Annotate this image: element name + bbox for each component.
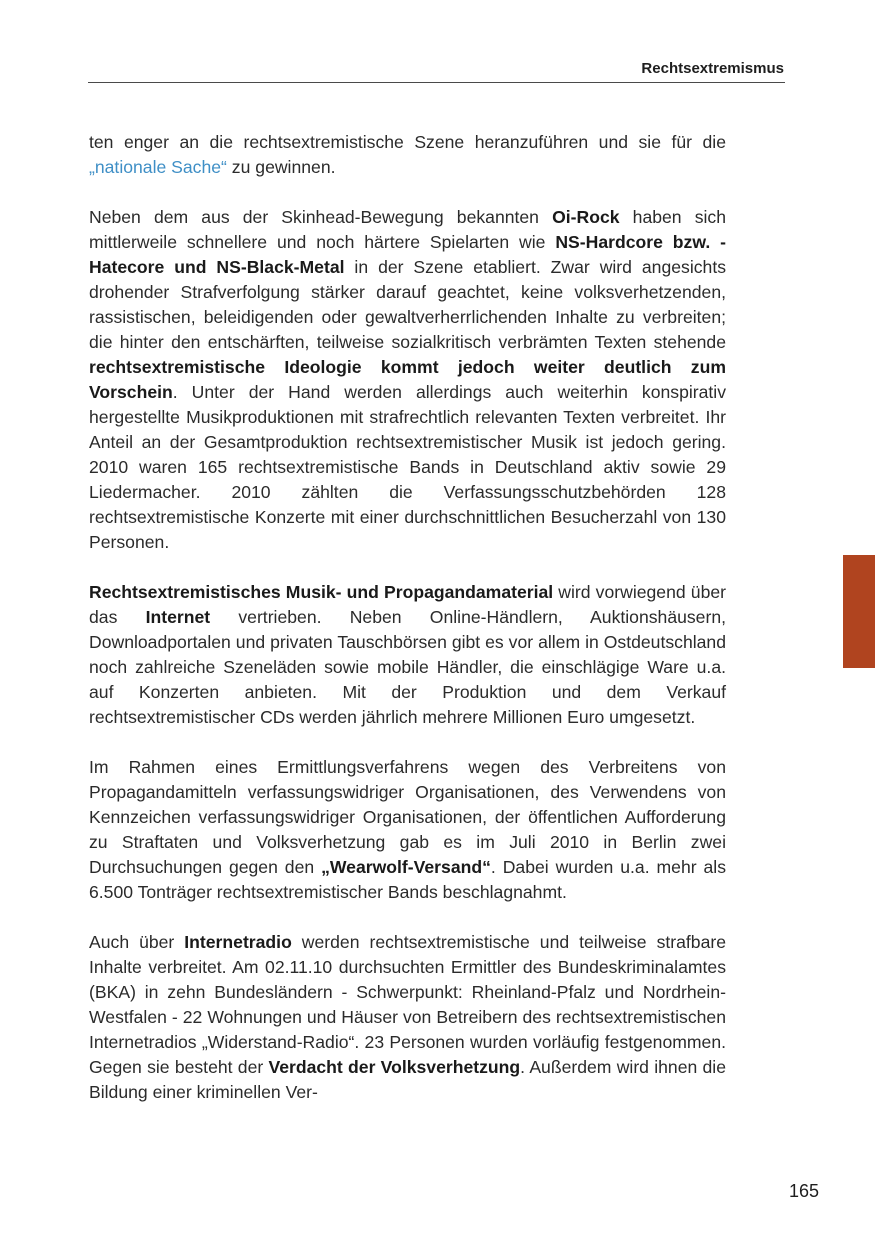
paragraph: [89, 755, 726, 905]
bold-term: Internetradio: [184, 932, 292, 952]
bold-term: Internet: [145, 607, 211, 627]
paragraph: [89, 130, 726, 180]
bold-term: Verdacht der Volksverhetzung: [268, 1057, 521, 1077]
text-run: Im Rahmen eines Ermittlungsverfahrens wegen des Verbreitens von Propagandamitteln verfassungswidriger Organisationen, des Verwendens von Kennzeichen verfassungswidriger Organisationen, der öffentlichen Aufforderung zu Straftaten und Volksverhetzung gab es im Juli 2010 in Berlin zwei Durchsuchungen gegen den: [89, 757, 726, 877]
bold-term: NS-Hardcore bzw. -Hatecore und NS-Black-Metal: [89, 232, 726, 277]
header-divider: [88, 82, 785, 83]
text-run: vertrieben. Neben Online-Händlern, Auktionshäusern, Downloadportalen und privaten Tauschbörsen gibt es vor allem in Ostdeutschland noch zahlreiche Szeneläden sowie mobile Händler, die einschlägige Ware u.a. auf Konzerten anbieten. Mit der Produktion und dem Verkauf rechtsextremistischer CDs werden jährlich mehrere Millionen Euro umgesetzt.: [89, 607, 727, 727]
chapter-tab-marker: [843, 555, 875, 668]
text-run: wird vorwiegend über das: [89, 582, 726, 627]
text-run: in der Szene etabliert. Zwar wird angesichts drohender Strafverfolgung stärker darauf geachtet, keine volksverhetzenden, rassistischen, beleidigenden oder gewaltverherrlichenden Inhalte zu verbreiten; die hinter den entschärften, teilweise sozialkritisch verbrämten Texten stehende: [89, 257, 726, 352]
paragraph: [89, 930, 726, 1105]
page-number: 165: [788, 1181, 819, 1201]
text-run: ten enger an die rechtsextremistische Szene heranzuführen und sie für die: [89, 132, 726, 152]
bold-term: rechtsextremistische Ideologie kommt jedoch weiter deutlich zum Vorschein: [89, 357, 726, 402]
text-run: . Außerdem wird ihnen die Bildung einer kriminellen Ver-: [89, 1057, 727, 1102]
paragraph: [89, 580, 726, 730]
text-run: . Unter der Hand werden allerdings auch weiterhin konspirativ hergestellte Musikproduktionen mit strafrechtlich relevanten Texten verbreitet. Ihr Anteil an der Gesamtproduktion rechtsextremistischer Musik ist jedoch gering. 2010 waren 165 rechtsextremistische Bands in Deutschland aktiv sowie 29 Liedermacher. 2010 zählten die Verfassungsschutzbehörden 128 rechtsextremistische Konzerte mit einer durchschnittlichen Besucherzahl von 130 Personen.: [89, 382, 726, 552]
glossary-link[interactable]: „nationale Sache“: [89, 157, 227, 177]
bold-term: Rechtsextremistisches Musik- und Propagandamaterial: [89, 582, 554, 602]
running-header-title: Rechtsextremismus: [641, 60, 784, 77]
text-run: haben sich mittlerweile schnellere und noch härtere Spielarten wie: [89, 207, 726, 252]
text-run: zu gewinnen.: [226, 157, 336, 177]
text-run: . Dabei wurden u.a. mehr als 6.500 Tonträger rechtsextremistischer Bands beschlagnahmt.: [89, 857, 727, 902]
text-run: werden rechtsextremistische und teilweise strafbare Inhalte verbreitet. Am 02.11.10 durchsuchten Ermittler des Bundeskriminalamtes (BKA) in zehn Bundesländern - Schwerpunkt: Rheinland-Pfalz und Nordrhein-Westfalen - 22 Wohnungen und Häuser von Betreibern des rechtsextremistischen Internetradios „Widerstand-Radio“. 23 Personen wurden vorläufig festgenommen. Gegen sie besteht der: [89, 932, 727, 1077]
text-run: Auch über: [89, 932, 185, 952]
paragraph: [89, 205, 726, 555]
bold-term: Oi-Rock: [552, 207, 620, 227]
bold-term: „Wearwolf-Versand“: [321, 857, 491, 877]
text-run: Neben dem aus der Skinhead-Bewegung bekannten: [89, 207, 553, 227]
body-text: [89, 130, 726, 1130]
